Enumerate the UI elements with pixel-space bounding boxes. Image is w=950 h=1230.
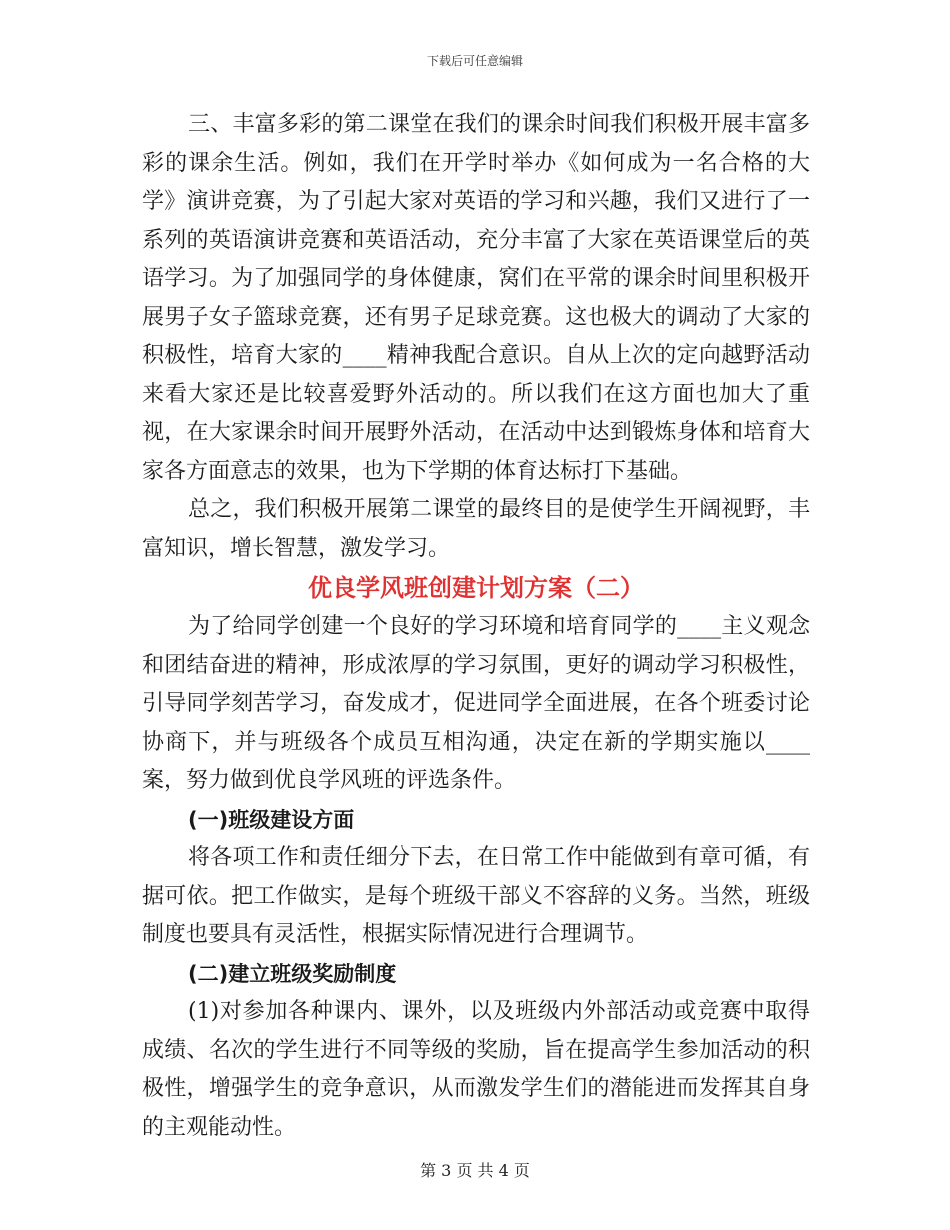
part-2-heading: (二)建立班级奖励制度 — [188, 961, 397, 986]
section-3-paragraph: 三、丰富多彩的第二课堂在我们的课余时间我们积极开展丰富多彩的课余生活。例如，我们在开学时举办《如何成为一名合格的大学》演讲竞赛，为了引起大家对英语的学习和兴趣，我们又进行了一系列的英语演讲竞赛和英语活动，充分丰富了大家在英语课堂后的英语学习。为了加强同学的身体健康，窝们在平常的课余时间里积极开展男子女子篮球竞赛，还有男子足球竞赛。这也极大的调动了大家的积极性，培育大家的____精神我配合意识。自从上次的定向越野活动来看大家还是比较喜爱野外活动的。所以我们在这方面也加大了重视，在大家课余时间开展野外活动，在活动中达到锻炼身体和培育大家各方面意志的效果，也为下学期的体育达标打下基础。 — [142, 112, 810, 484]
summary-paragraph: 总之，我们积极开展第二课堂的最终目的是使学生开阔视野，丰富知识，增长智慧，激发学习。 — [142, 497, 810, 561]
document-body — [142, 106, 810, 1147]
part-2-item-1-paragraph: (1)对参加各种课内、课外，以及班级内外部活动或竞赛中取得成绩、名次的学生进行不同等级的奖励，旨在提高学生参加活动的积极性，增强学生的竞争意识，从而激发学生们的潜能进而发挥其自身的主观能动性。 — [142, 999, 810, 1140]
plan-2-intro-paragraph: 为了给同学创建一个良好的学习环境和培育同学的____主义观念和团结奋进的精神，形成浓厚的学习氛围，更好的调动学习积极性，引导同学刻苦学习，奋发成才，促进同学全面进展，在各个班委讨论协商下，并与班级各个成员互相沟通，决定在新的学期实施以____案，努力做到优良学风班的评选条件。 — [142, 614, 810, 793]
part-1-paragraph: 将各项工作和责任细分下去，在日常工作中能做到有章可循，有据可依。把工作做实，是每个班级干部义不容辞的义务。当然，班级制度也要具有灵活性，根据实际情况进行合理调节。 — [142, 845, 810, 947]
part-1-heading: (一)班级建设方面 — [188, 807, 355, 832]
page-header-note: 下载后可任意编辑 — [426, 54, 523, 68]
plan-2-title: 优良学风班创建计划方案（二） — [308, 573, 644, 602]
page-number-footer: 第 3 页 共 4 页 — [420, 1161, 530, 1180]
